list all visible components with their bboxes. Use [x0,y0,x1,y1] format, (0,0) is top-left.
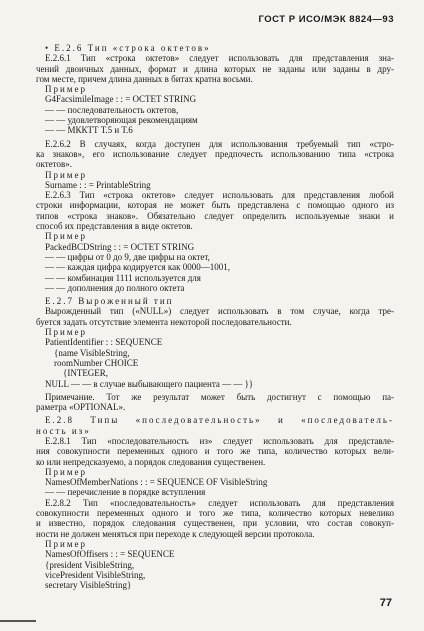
text-line: NULL — — в случае выбывающего пациента — — }} [45,378,254,389]
text-line: — — перечисление в порядке вступления [45,487,206,498]
text-line: октетов». [36,159,72,170]
document-body [36,43,394,590]
text-line: Пример [45,84,88,95]
text-line: secretary VisibleString} [45,580,132,591]
text-line: G4FacsimileImage : : = OCTET STRING [45,94,197,105]
text-line: {name VisibleString, [54,347,130,358]
text-line: способ их представления в виде октетов. [36,221,193,232]
text-line: Пример [45,327,88,338]
text-line: буется задать отсутствие элемента некоторой последовательности. [36,316,292,327]
text-line: — — последовательность октетов, [45,104,179,115]
text-line: и известно, порядок следования существенен, при условии, что состав совокуп- [36,518,394,529]
text-line: Пример [45,169,88,180]
text-line: ко или непредсказуемо, а порядок следования существенен. [36,456,266,467]
text-line: E.2.8.2 Тип «последовательность» следует использовать для представления [45,497,394,508]
text-line: — — дополнения до полного октета [45,282,185,293]
text-line: типов «строка знаков». Обязательно следует определить используемые знаки и [36,210,394,221]
text-line: Пример [45,466,88,477]
text-line: Пример [45,231,88,242]
text-line: Surname : : = PrintableString [45,179,151,190]
text-line: ность из» [36,425,91,436]
text-line: совокупности переменных одного и того же типа, количество которых невелико [36,508,394,519]
text-line: — — удовлетворяющая рекомендациям [45,115,198,126]
text-line: E.2.7 Выроженный тип [45,296,174,307]
text-line: E.2.8.1 Тип «последовательность из» следует использовать для представле- [45,435,394,446]
text-line: Примечание. Тот же результат может быть достигнут с помощью па- [45,391,394,402]
text-line: строки информации, которая не может быть представлена с помощью одного из [36,200,394,211]
text-line: E.2.6.3 Тип «строка октетов» следует использовать для представления любой [45,190,394,201]
page-edge-mark [0,620,36,622]
text-line: чений двоичных данных, формат и длина которых не заданы или заданы в дру- [36,63,394,74]
text-line: — — комбинация 1111 используется для [45,272,201,283]
text-line: • E.2.6 Тип «строка октетов» [45,43,211,53]
text-line: NamesOfMemberNations : : = SEQUENCE OF VisibleString [45,477,268,488]
text-line: гом месте, причем длина данных в битах кратна восьми. [36,73,253,84]
text-line: PackedBCDString : : = OCTET STRING [45,241,195,252]
text-line: — — МККТТ Т.5 и Т.6 [45,125,133,136]
page-number: 77 [379,597,392,609]
text-line: E.2.8 Типы «последовательность» и «последователь- [45,415,394,426]
text-line: Вырожденный тип («NULL») следует использовать в том случае, когда тре- [45,306,394,317]
text-line: vicePresident VisibleString, [45,569,146,580]
text-line: раметра «OPTIONAL». [36,402,126,413]
text-line: ния совокупности переменных одного и того же типа, количество которых вели- [36,446,394,457]
document-header: ГОСТ Р ИСО/МЭК 8824—93 [258,14,394,25]
text-line: {INTEGER, [63,368,109,379]
text-line: — — цифры от 0 до 9, две цифры на октет, [45,251,210,262]
text-line: ности не должен меняться при переходе к следующей версии протокола. [36,528,315,539]
text-line: E.2.6.2 В случаях, когда доступен для использования требуемый тип «стро- [45,138,394,149]
text-line: E.2.6.1 Тип «строка октетов» следует использовать для представления зна- [45,53,394,64]
text-line: — — каждая цифра кодируется как 0000—1001, [45,262,230,273]
text-line: Пример [45,538,88,549]
text-line: PatientIdentifier : : SEQUENCE [45,337,163,348]
text-line: {president VisibleString, [45,559,135,570]
text-line: roomNumber CHOICE [54,357,139,368]
text-line: ка знаков», его использование следует предпочесть использованию типа «строка [36,148,394,159]
text-line: NamesOfOffisers : : = SEQUENCE [45,549,175,560]
